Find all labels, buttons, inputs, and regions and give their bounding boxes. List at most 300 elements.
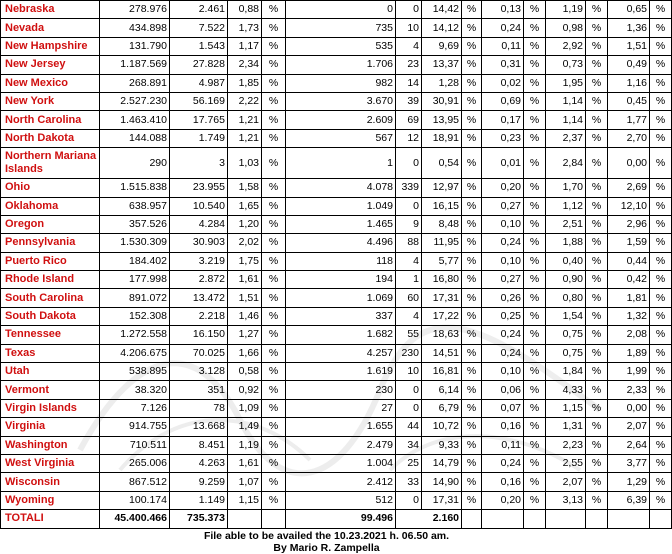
population-cell: 1.187.569 (100, 56, 170, 74)
table-row (1, 344, 672, 362)
deaths-cell: 567 (286, 129, 396, 147)
state-name-cell: Oklahoma (1, 197, 100, 215)
case-percent-cell: 0,58 (228, 363, 262, 381)
percent-sign-cell: % (586, 363, 608, 381)
table-row (1, 111, 672, 129)
cases-cell: 17.765 (170, 111, 228, 129)
ratio-4-cell: 0,49 (608, 56, 650, 74)
table-row (1, 215, 672, 233)
ratio-1-cell: 17,31 (422, 289, 462, 307)
deaths-cell: 4.257 (286, 344, 396, 362)
table-row (1, 19, 672, 37)
percent-sign-cell: % (586, 129, 608, 147)
ratio-3-cell: 0,80 (546, 289, 586, 307)
state-name-cell: New York (1, 92, 100, 110)
deaths-cell: 1.004 (286, 454, 396, 472)
percent-sign-cell: % (586, 344, 608, 362)
percent-sign-cell: % (650, 19, 672, 37)
percent-sign-cell: % (650, 215, 672, 233)
ratio-3-cell: 0,75 (546, 344, 586, 362)
percent-sign-cell: % (586, 252, 608, 270)
percent-sign-cell: % (262, 252, 286, 270)
percent-sign-cell: % (524, 271, 546, 289)
ratio-2-cell: 0,02 (482, 74, 524, 92)
percent-sign-cell: % (650, 307, 672, 325)
icu-cell: 0 (396, 381, 422, 399)
case-percent-cell: 1,07 (228, 473, 262, 491)
percent-sign-cell: % (650, 418, 672, 436)
ratio-4-cell: 2,96 (608, 215, 650, 233)
ratio-1-cell: 18,91 (422, 129, 462, 147)
empty-cell (586, 510, 608, 528)
table-row (1, 491, 672, 509)
total-population-cell: 45.400.466 (100, 510, 170, 528)
percent-sign-cell: % (524, 399, 546, 417)
state-name-cell: West Virginia (1, 454, 100, 472)
deaths-cell: 1.655 (286, 418, 396, 436)
table-row (1, 37, 672, 55)
ratio-3-cell: 1,54 (546, 307, 586, 325)
ratio-3-cell: 2,07 (546, 473, 586, 491)
case-percent-cell: 1,75 (228, 252, 262, 270)
deaths-cell: 1 (286, 148, 396, 179)
icu-cell: 0 (396, 491, 422, 509)
cases-cell: 1.543 (170, 37, 228, 55)
ratio-2-cell: 0,13 (482, 1, 524, 19)
ratio-3-cell: 2,51 (546, 215, 586, 233)
ratio-1-cell: 14,79 (422, 454, 462, 472)
percent-sign-cell: % (650, 363, 672, 381)
state-name-cell: North Dakota (1, 129, 100, 147)
percent-sign-cell: % (524, 473, 546, 491)
percent-sign-cell: % (262, 234, 286, 252)
icu-cell: 44 (396, 418, 422, 436)
icu-cell: 33 (396, 473, 422, 491)
deaths-cell: 2.479 (286, 436, 396, 454)
percent-sign-cell: % (524, 491, 546, 509)
icu-cell: 1 (396, 271, 422, 289)
deaths-cell: 512 (286, 491, 396, 509)
percent-sign-cell: % (462, 399, 482, 417)
cases-cell: 2.872 (170, 271, 228, 289)
ratio-2-cell: 0,69 (482, 92, 524, 110)
ratio-2-cell: 0,27 (482, 197, 524, 215)
ratio-1-cell: 18,63 (422, 326, 462, 344)
percent-sign-cell: % (462, 56, 482, 74)
percent-sign-cell: % (650, 74, 672, 92)
percent-sign-cell: % (524, 252, 546, 270)
ratio-3-cell: 2,23 (546, 436, 586, 454)
footer (0, 530, 653, 554)
ratio-4-cell: 1,29 (608, 473, 650, 491)
population-cell: 38.320 (100, 381, 170, 399)
ratio-2-cell: 0,16 (482, 473, 524, 491)
ratio-3-cell: 2,55 (546, 454, 586, 472)
empty-cell (228, 510, 262, 528)
percent-sign-cell: % (586, 454, 608, 472)
table-row (1, 289, 672, 307)
percent-sign-cell: % (462, 74, 482, 92)
state-name-cell: Ohio (1, 179, 100, 197)
ratio-2-cell: 0,07 (482, 399, 524, 417)
percent-sign-cell: % (262, 399, 286, 417)
percent-sign-cell: % (650, 56, 672, 74)
cases-cell: 27.828 (170, 56, 228, 74)
percent-sign-cell: % (462, 1, 482, 19)
ratio-3-cell: 0,75 (546, 326, 586, 344)
ratio-1-cell: 14,90 (422, 473, 462, 491)
case-percent-cell: 1,03 (228, 148, 262, 179)
population-cell: 914.755 (100, 418, 170, 436)
percent-sign-cell: % (586, 399, 608, 417)
percent-sign-cell: % (462, 454, 482, 472)
percent-sign-cell: % (262, 56, 286, 74)
population-cell: 2.527.230 (100, 92, 170, 110)
table-row (1, 197, 672, 215)
ratio-4-cell: 3,77 (608, 454, 650, 472)
case-percent-cell: 0,88 (228, 1, 262, 19)
table-row (1, 74, 672, 92)
icu-cell: 14 (396, 74, 422, 92)
footer-availability-note: File able to be availed the 10.23.2021 h. 06.50 am. (203, 530, 450, 542)
percent-sign-cell: % (586, 74, 608, 92)
percent-sign-cell: % (524, 56, 546, 74)
population-cell: 100.174 (100, 491, 170, 509)
ratio-1-cell: 1,28 (422, 74, 462, 92)
deaths-cell: 27 (286, 399, 396, 417)
percent-sign-cell: % (586, 37, 608, 55)
percent-sign-cell: % (586, 92, 608, 110)
percent-sign-cell: % (524, 454, 546, 472)
table-row (1, 399, 672, 417)
table-row (1, 179, 672, 197)
percent-sign-cell: % (262, 344, 286, 362)
percent-sign-cell: % (650, 289, 672, 307)
percent-sign-cell: % (650, 326, 672, 344)
total-label-cell: TOTALI (1, 510, 100, 528)
percent-sign-cell: % (262, 454, 286, 472)
percent-sign-cell: % (524, 418, 546, 436)
ratio-2-cell: 0,10 (482, 363, 524, 381)
population-cell: 1.515.838 (100, 179, 170, 197)
cases-cell: 13.668 (170, 418, 228, 436)
population-cell: 290 (100, 148, 170, 179)
population-cell: 638.957 (100, 197, 170, 215)
cases-cell: 16.150 (170, 326, 228, 344)
state-name-cell: Texas (1, 344, 100, 362)
ratio-1-cell: 16,15 (422, 197, 462, 215)
total-row (1, 510, 672, 528)
percent-sign-cell: % (650, 129, 672, 147)
ratio-3-cell: 3,13 (546, 491, 586, 509)
percent-sign-cell: % (586, 148, 608, 179)
table-row (1, 148, 672, 179)
ratio-4-cell: 2,33 (608, 381, 650, 399)
percent-sign-cell: % (586, 56, 608, 74)
ratio-2-cell: 0,24 (482, 19, 524, 37)
percent-sign-cell: % (462, 491, 482, 509)
percent-sign-cell: % (262, 92, 286, 110)
percent-sign-cell: % (262, 436, 286, 454)
percent-sign-cell: % (586, 271, 608, 289)
icu-cell: 69 (396, 111, 422, 129)
percent-sign-cell: % (462, 197, 482, 215)
population-cell: 867.512 (100, 473, 170, 491)
percent-sign-cell: % (650, 148, 672, 179)
percent-sign-cell: % (586, 307, 608, 325)
icu-cell: 0 (396, 148, 422, 179)
icu-cell: 0 (396, 1, 422, 19)
state-name-cell: Vermont (1, 381, 100, 399)
ratio-4-cell: 1,99 (608, 363, 650, 381)
icu-cell: 4 (396, 307, 422, 325)
icu-cell: 25 (396, 454, 422, 472)
state-name-cell: Wyoming (1, 491, 100, 509)
ratio-2-cell: 0,11 (482, 436, 524, 454)
table-body (1, 1, 672, 529)
case-percent-cell: 1,27 (228, 326, 262, 344)
ratio-2-cell: 0,06 (482, 381, 524, 399)
empty-cell (650, 510, 672, 528)
case-percent-cell: 1,65 (228, 197, 262, 215)
percent-sign-cell: % (650, 344, 672, 362)
ratio-4-cell: 0,65 (608, 1, 650, 19)
percent-sign-cell: % (524, 197, 546, 215)
ratio-3-cell: 0,98 (546, 19, 586, 37)
ratio-1-cell: 6,79 (422, 399, 462, 417)
cases-cell: 10.540 (170, 197, 228, 215)
icu-cell: 0 (396, 197, 422, 215)
ratio-2-cell: 0,24 (482, 326, 524, 344)
percent-sign-cell: % (650, 37, 672, 55)
icu-cell: 88 (396, 234, 422, 252)
cases-cell: 30.903 (170, 234, 228, 252)
empty-cell (524, 510, 546, 528)
state-name-cell: New Mexico (1, 74, 100, 92)
empty-cell (462, 510, 482, 528)
state-name-cell: Utah (1, 363, 100, 381)
percent-sign-cell: % (586, 234, 608, 252)
case-percent-cell: 1,61 (228, 271, 262, 289)
table-row (1, 363, 672, 381)
state-name-cell: Washington (1, 436, 100, 454)
percent-sign-cell: % (524, 307, 546, 325)
percent-sign-cell: % (524, 37, 546, 55)
icu-cell: 55 (396, 326, 422, 344)
ratio-4-cell: 0,00 (608, 399, 650, 417)
percent-sign-cell: % (262, 197, 286, 215)
icu-cell: 339 (396, 179, 422, 197)
percent-sign-cell: % (586, 381, 608, 399)
percent-sign-cell: % (462, 19, 482, 37)
percent-sign-cell: % (650, 491, 672, 509)
percent-sign-cell: % (524, 363, 546, 381)
percent-sign-cell: % (462, 326, 482, 344)
deaths-cell: 1.706 (286, 56, 396, 74)
deaths-cell: 4.078 (286, 179, 396, 197)
ratio-2-cell: 0,16 (482, 418, 524, 436)
ratio-1-cell: 9,69 (422, 37, 462, 55)
ratio-4-cell: 0,42 (608, 271, 650, 289)
percent-sign-cell: % (524, 344, 546, 362)
icu-cell: 34 (396, 436, 422, 454)
state-name-cell: Puerto Rico (1, 252, 100, 270)
percent-sign-cell: % (524, 92, 546, 110)
icu-cell: 60 (396, 289, 422, 307)
case-percent-cell: 1,46 (228, 307, 262, 325)
state-name-cell: New Hampshire (1, 37, 100, 55)
ratio-1-cell: 5,77 (422, 252, 462, 270)
icu-cell: 0 (396, 399, 422, 417)
percent-sign-cell: % (586, 111, 608, 129)
footer-author: By Mario R. Zampella (273, 542, 380, 554)
state-name-cell: Virgin Islands (1, 399, 100, 417)
total-deaths-cell: 99.496 (286, 510, 396, 528)
table-row (1, 473, 672, 491)
percent-sign-cell: % (524, 19, 546, 37)
ratio-3-cell: 2,84 (546, 148, 586, 179)
ratio-2-cell: 0,11 (482, 37, 524, 55)
ratio-1-cell: 17,31 (422, 491, 462, 509)
empty-cell (482, 510, 524, 528)
percent-sign-cell: % (524, 111, 546, 129)
population-cell: 434.898 (100, 19, 170, 37)
percent-sign-cell: % (650, 454, 672, 472)
cases-cell: 2.461 (170, 1, 228, 19)
cases-cell: 9.259 (170, 473, 228, 491)
case-percent-cell: 1,21 (228, 111, 262, 129)
percent-sign-cell: % (462, 92, 482, 110)
percent-sign-cell: % (462, 111, 482, 129)
ratio-2-cell: 0,17 (482, 111, 524, 129)
ratio-3-cell: 2,37 (546, 129, 586, 147)
empty-cell (546, 510, 586, 528)
population-cell: 7.126 (100, 399, 170, 417)
total-icu-cell: 2.160 (396, 510, 462, 528)
ratio-4-cell: 12,10 (608, 197, 650, 215)
cases-cell: 3 (170, 148, 228, 179)
percent-sign-cell: % (650, 271, 672, 289)
ratio-4-cell: 1,89 (608, 344, 650, 362)
ratio-3-cell: 1,84 (546, 363, 586, 381)
population-cell: 131.790 (100, 37, 170, 55)
table-row (1, 1, 672, 19)
ratio-3-cell: 1,12 (546, 197, 586, 215)
percent-sign-cell: % (524, 148, 546, 179)
cases-cell: 7.522 (170, 19, 228, 37)
state-name-cell: Tennessee (1, 326, 100, 344)
percent-sign-cell: % (462, 129, 482, 147)
ratio-4-cell: 1,59 (608, 234, 650, 252)
percent-sign-cell: % (262, 19, 286, 37)
ratio-1-cell: 16,81 (422, 363, 462, 381)
cases-cell: 3.128 (170, 363, 228, 381)
ratio-4-cell: 1,36 (608, 19, 650, 37)
icu-cell: 39 (396, 92, 422, 110)
ratio-1-cell: 17,22 (422, 307, 462, 325)
percent-sign-cell: % (650, 381, 672, 399)
percent-sign-cell: % (586, 289, 608, 307)
ratio-4-cell: 0,00 (608, 148, 650, 179)
deaths-cell: 982 (286, 74, 396, 92)
percent-sign-cell: % (524, 215, 546, 233)
ratio-4-cell: 6,39 (608, 491, 650, 509)
ratio-3-cell: 1,95 (546, 74, 586, 92)
icu-cell: 230 (396, 344, 422, 362)
ratio-3-cell: 1,88 (546, 234, 586, 252)
ratio-1-cell: 14,51 (422, 344, 462, 362)
ratio-1-cell: 14,42 (422, 1, 462, 19)
state-name-cell: Oregon (1, 215, 100, 233)
population-cell: 1.272.558 (100, 326, 170, 344)
deaths-cell: 1.069 (286, 289, 396, 307)
deaths-cell: 4.496 (286, 234, 396, 252)
empty-cell (262, 510, 286, 528)
ratio-4-cell: 1,77 (608, 111, 650, 129)
cases-cell: 2.218 (170, 307, 228, 325)
ratio-3-cell: 4,33 (546, 381, 586, 399)
ratio-1-cell: 11,95 (422, 234, 462, 252)
icu-cell: 10 (396, 19, 422, 37)
ratio-4-cell: 2,07 (608, 418, 650, 436)
population-cell: 710.511 (100, 436, 170, 454)
percent-sign-cell: % (262, 1, 286, 19)
table-row (1, 129, 672, 147)
percent-sign-cell: % (462, 418, 482, 436)
ratio-3-cell: 1,14 (546, 111, 586, 129)
ratio-4-cell: 1,81 (608, 289, 650, 307)
population-cell: 268.891 (100, 74, 170, 92)
state-name-cell: Wisconsin (1, 473, 100, 491)
percent-sign-cell: % (524, 74, 546, 92)
table-row (1, 234, 672, 252)
percent-sign-cell: % (262, 326, 286, 344)
state-name-cell: North Carolina (1, 111, 100, 129)
percent-sign-cell: % (586, 179, 608, 197)
percent-sign-cell: % (462, 381, 482, 399)
ratio-2-cell: 0,24 (482, 454, 524, 472)
ratio-2-cell: 0,10 (482, 252, 524, 270)
ratio-1-cell: 13,37 (422, 56, 462, 74)
cases-cell: 70.025 (170, 344, 228, 362)
population-cell: 1.463.410 (100, 111, 170, 129)
percent-sign-cell: % (262, 363, 286, 381)
percent-sign-cell: % (524, 381, 546, 399)
percent-sign-cell: % (524, 129, 546, 147)
population-cell: 891.072 (100, 289, 170, 307)
ratio-4-cell: 1,16 (608, 74, 650, 92)
ratio-2-cell: 0,31 (482, 56, 524, 74)
case-percent-cell: 1,20 (228, 215, 262, 233)
percent-sign-cell: % (262, 491, 286, 509)
deaths-cell: 0 (286, 1, 396, 19)
percent-sign-cell: % (524, 326, 546, 344)
percent-sign-cell: % (586, 326, 608, 344)
percent-sign-cell: % (262, 381, 286, 399)
ratio-1-cell: 16,80 (422, 271, 462, 289)
percent-sign-cell: % (586, 19, 608, 37)
icu-cell: 23 (396, 56, 422, 74)
ratio-4-cell: 2,69 (608, 179, 650, 197)
case-percent-cell: 1,58 (228, 179, 262, 197)
ratio-3-cell: 0,40 (546, 252, 586, 270)
state-name-cell: Pennsylvania (1, 234, 100, 252)
ratio-3-cell: 2,92 (546, 37, 586, 55)
table-row (1, 92, 672, 110)
ratio-2-cell: 0,20 (482, 491, 524, 509)
icu-cell: 12 (396, 129, 422, 147)
percent-sign-cell: % (586, 491, 608, 509)
